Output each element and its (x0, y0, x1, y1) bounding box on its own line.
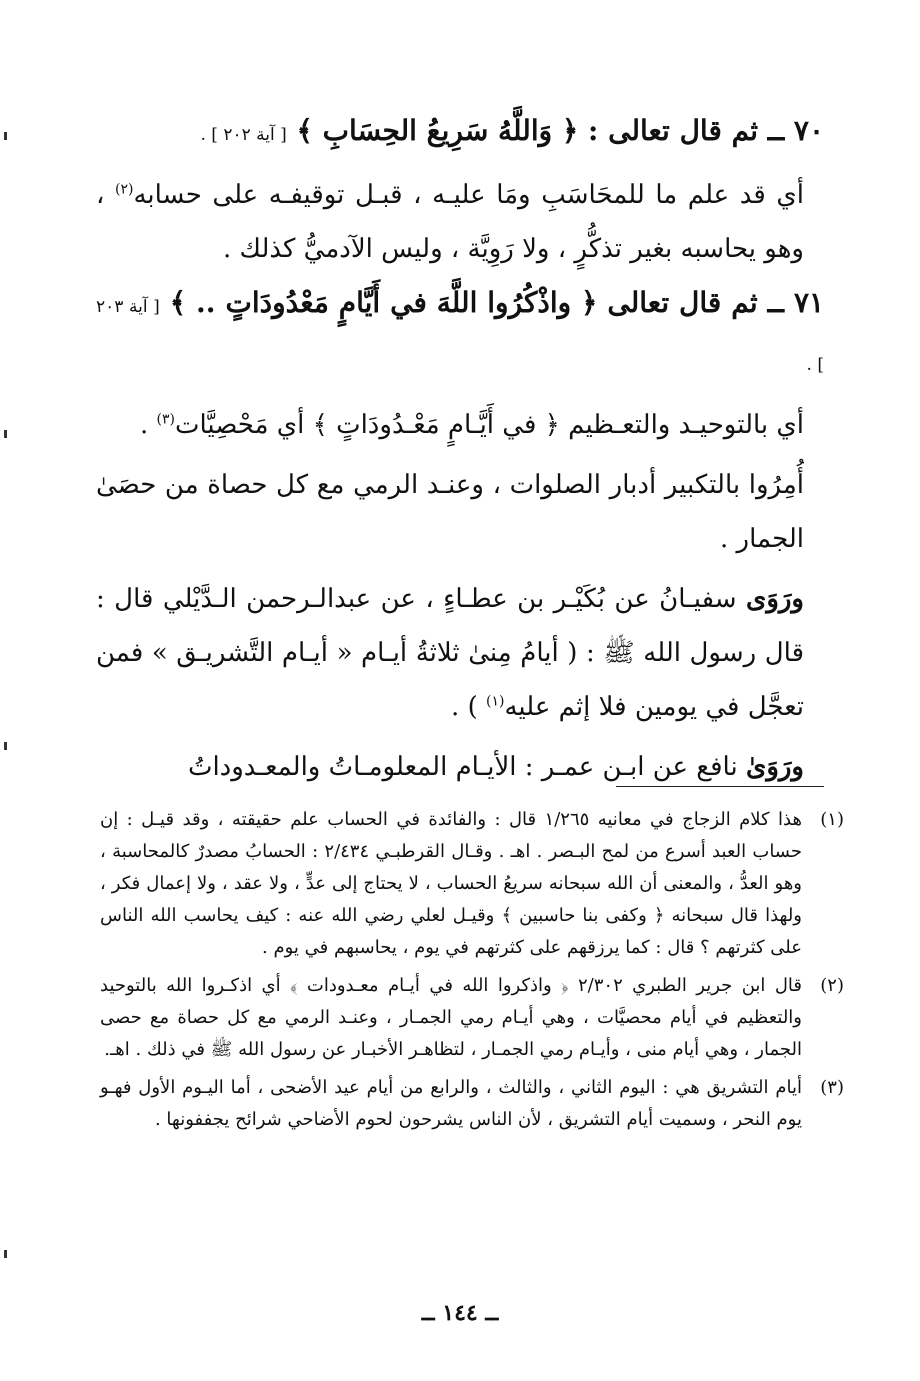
paragraph-text: ) . (451, 692, 478, 722)
footnote (100, 1072, 844, 1136)
footnote-separator (616, 786, 824, 787)
footnote-marker: (١) (486, 693, 505, 710)
page-number: ــ ١٤٤ ــ (421, 1300, 499, 1326)
footnote-text: هذا كلام الزجاج في معانيه ١/٢٦٥ قال : والفائدة في الحساب علم حقيقته ، وقد قيـل : إن حساب العبد أسرع من لمح البـصر . اهـ . وقـال القرطبـي ٢/٤٣٤ : الحسابُ مصدرٌ كالمحاسبة ، وهو العدُّ ، والمعنى أن الله سبحانه سريعُ الحساب ، لا يحتاج إلى عدٍّ ، ولا عقد ، ولا إعمال فكر ، ولهذا قال سبحانه ﴿ وكفى بنا حاسبين ﴾ وقيـل لعلي رضي الله عنه : كيف يحاسب الله الناس على كثرتهم ؟ قال : كما يرزقهم على كثرتهم في يوم ، يحاسبهم في يوم . (100, 809, 802, 958)
margin-mark (4, 1250, 7, 1258)
narration-lead: ورَوَى (745, 584, 804, 614)
margin-mark (4, 742, 7, 750)
footnote-marker: (٢) (114, 181, 134, 198)
paragraph-text: سفيـانُ عن بُكَيْـر بن عطـاءٍ ، عن عبدالـرحمن الـدَّيْلي قال : قال رسول الله ﷺ : ( أيامُ مِنىٰ ثلاثةُ أيـام « أيـام التَّشريـق » فمن تعجَّل في يومين فلا إثم عليه (96, 584, 804, 722)
commentary-paragraph (96, 398, 824, 452)
section-number: ٧٠ ــ (767, 114, 824, 147)
margin-mark (4, 132, 7, 140)
section-number: ٧١ ــ (767, 286, 825, 319)
footnote-text: قال ابن جرير الطبري ٢/٣٠٢ ﴿ واذكروا الله في أيـام معـدودات ﴾ أي اذكـروا الله بالتوحيد والتعظيم في أيام محصيَّات ، وهي أيـام رمي الجمـار ، وعنـد الرمي مع كل حصاة مع حصى الجمار ، وهي أيام منى ، وأيـام رمي الجمـار ، لتظاهـر الأخبـار عن رسول الله ﷺ في ذلك . اهـ. (100, 975, 802, 1060)
footnotes (100, 804, 844, 1142)
footnote-marker: (٣) (156, 411, 175, 428)
ayah-reference: [ آية ٢٠٢ ] . (200, 125, 287, 145)
paragraph-text: . (140, 410, 149, 440)
footnote-number: (١) (820, 809, 844, 830)
footnote (100, 970, 844, 1066)
footnote-text: أيام التشريق هي : اليوم الثاني ، والثالث ، والرابع من أيام عيد الأضحى ، أما اليـوم الأول فهـو يوم النحر ، وسميت أيام التشريق ، لأن الناس يشرحون لحوم الأضاحي شرائح يجففونها . (100, 1077, 802, 1130)
paragraph-text: ، وهو يحاسبه بغير تذكُّرٍ ، ولا رَوِيَّة ، وليس الآدميُّ كذلك . (96, 180, 804, 264)
section-intro: ثم قال تعالى (607, 286, 758, 319)
quran-verse: ﴿ وَاللَّهُ سَرِيعُ الحِسَابِ ﴾ (296, 114, 579, 147)
quran-verse: ﴿ واذْكُرُوا اللَّهَ في أَيَّامٍ مَعْدُودَاتٍ .. ﴾ (169, 286, 598, 319)
footnote-number: (٢) (820, 975, 844, 996)
footnote (100, 804, 844, 964)
margin-mark (4, 430, 7, 438)
section-heading-71 (96, 276, 824, 392)
commentary-paragraph (96, 458, 824, 566)
paragraph-text: نافع عن ابـن عمـر : الأيـام المعلومـاتُ والمعـدوداتُ (187, 752, 738, 782)
paragraph-text: أي قد علم ما للمحَاسَبِ ومَا عليـه ، قبـل توقيفـه على حسابه (133, 180, 805, 210)
hadith-paragraph (96, 572, 824, 734)
section-intro: ثم قال تعالى : (588, 114, 759, 147)
footnote-number: (٣) (820, 1077, 844, 1098)
commentary-paragraph (96, 168, 824, 276)
section-heading-70 (96, 104, 824, 162)
main-text (96, 104, 824, 794)
narration-lead: ورَوَىٰ (745, 752, 804, 782)
ayah-reference: [ آية ٢٠٣ ] . (96, 297, 824, 375)
paragraph-text: أُمِرُوا بالتكبير أدبار الصلوات ، وعنـد الرمي مع كل حصاة من حصَىٰ الجمار . (96, 470, 804, 554)
paragraph-text: أي بالتوحيـد والتعـظيم ﴿ في أَيَّـامٍ مَعْـدُودَاتٍ ﴾ أي مَحْصِيَّات (175, 410, 804, 440)
